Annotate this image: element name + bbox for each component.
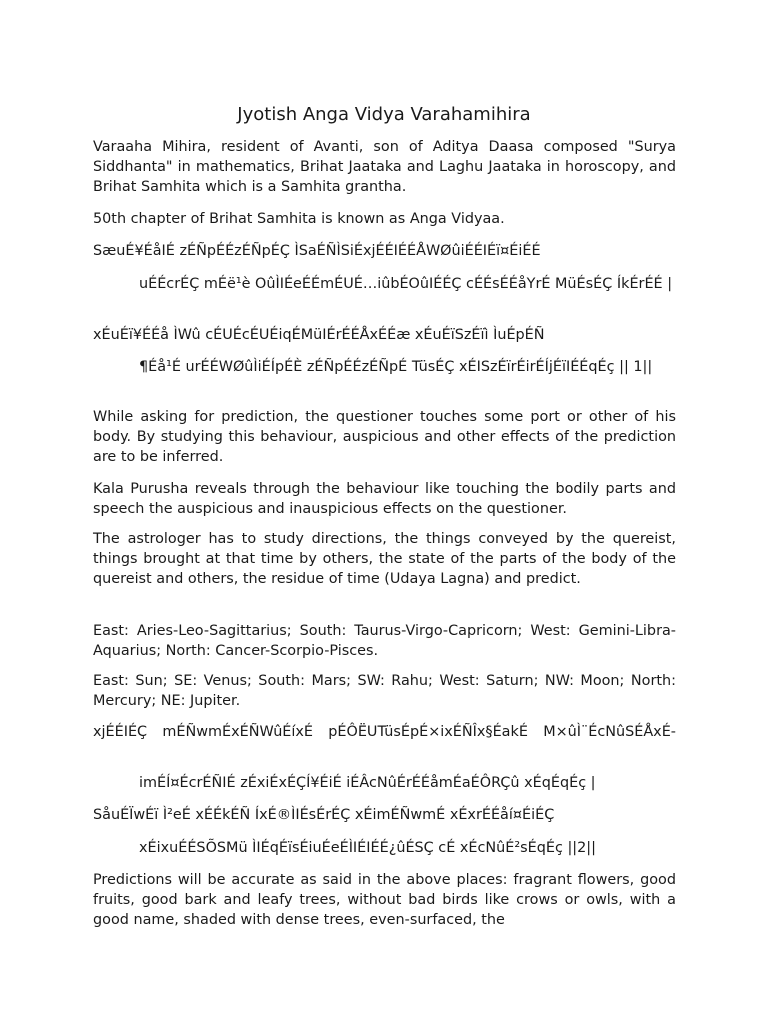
document-title: Jyotish Anga Vidya Varahamihira — [237, 104, 531, 125]
verse-line-3: xÉuÉï¥ÉÉå ÌWû cÉUÉcÉUÉiqÉMüIÉrÉÉÅxÉÉæ xÉuÉïSzÉïì ÌuÉpÉÑ — [93, 327, 545, 343]
paragraph-directions-signs: East: Aries-Leo-Sagittarius; South: Taurus-Virgo-Capricorn; West: Gemini-Libra-Aquarius; North: Cancer-Scorpio-Pisces. — [93, 623, 676, 660]
paragraph-directions-planets: East: Sun; SE: Venus; South: Mars; SW: Rahu; West: Saturn; NW: Moon; North: Mercury; NE: Jupiter. — [93, 673, 676, 710]
verse-line-5: xjÉÉIÉÇ mÉÑwmÉxÉÑWûÉíxÉ pÉÔËUTüsÉpÉ×ixÉÑÎx§ÉakÉ M×ûÌ¨ÉcNûSÉÅxÉ- — [93, 724, 676, 740]
verse-line-2: uÉÉcrÉÇ mÉë¹è OûÌIÉeÉÉmÉUÉ…iûbÉOûIÉÉÇ cÉÉsÉÉåYrÉ MüÉsÉÇ ÍkÉrÉÉ | — [139, 276, 673, 292]
paragraph-intro: Varaaha Mihira, resident of Avanti, son of Aditya Daasa composed "Surya Siddhanta" in mathematics, Brihat Jaataka and Laghu Jaataka in horoscopy, and Brihat Samhita which is a Samhita grantha. — [93, 139, 676, 196]
paragraph-chapter-note: 50th chapter of Brihat Samhita is known as Anga Vidyaa. — [93, 211, 505, 227]
verse-line-4: ¶Éå¹É urÉÉWØûÌiÉÍpÉÈ zÉÑpÉÉzÉÑpÉ TüsÉÇ xÉISzÉïrÉirÉÍjÉïIÉÉqÉç || 1|| — [139, 359, 653, 375]
verse-line-1: SæuÉ¥ÉåIÉ zÉÑpÉÉzÉÑpÉÇ ÌSaÉÑÌSiÉxjÉÉIÉÉÅWØûiÉÉIÉï¤ÉiÉÉ — [93, 243, 541, 259]
paragraph-translation-4: Predictions will be accurate as said in the above places: fragrant flowers, good fruits, good bark and leafy trees, without bad birds like crows or owls, with a good name, shaded with dense trees, even-surfaced, the — [93, 872, 676, 929]
paragraph-translation-3: The astrologer has to study directions, the things conveyed by the quereist, things brought at that time by others, the state of the parts of the body of the quereist and others, the residue of time (Udaya Lagna) and predict. — [93, 531, 676, 588]
paragraph-translation-1: While asking for prediction, the questioner touches some port or other of his body. By studying this behaviour, auspicious and other effects of the prediction are to be inferred. — [93, 409, 676, 466]
verse-line-7: SåuÉÏwÉï Ì²eÉ xÉÉkÉÑ ÍxÉ®ÌIÉsÉrÉÇ xÉimÉÑwmÉ xÉxrÉÉåí¤ÉiÉÇ — [93, 807, 555, 823]
paragraph-translation-2: Kala Purusha reveals through the behaviour like touching the bodily parts and speech the auspicious and inauspicious effects on the questioner. — [93, 481, 676, 518]
verse-line-8: xÉixuÉÉSÕSMü ÌIÉqÉïsÉiuÉeÉÌIÉIÉÉ¿ûÉSÇ cÉ xÉcNûÉ²sÉqÉç ||2|| — [139, 840, 597, 856]
verse-line-6: imÉÍ¤ÉcrÉÑIÉ zÉxiÉxÉÇÍ¥ÉiÉ iÉÂcNûÉrÉÉåmÉaÉÔRÇû xÉqÉqÉç | — [139, 775, 596, 791]
